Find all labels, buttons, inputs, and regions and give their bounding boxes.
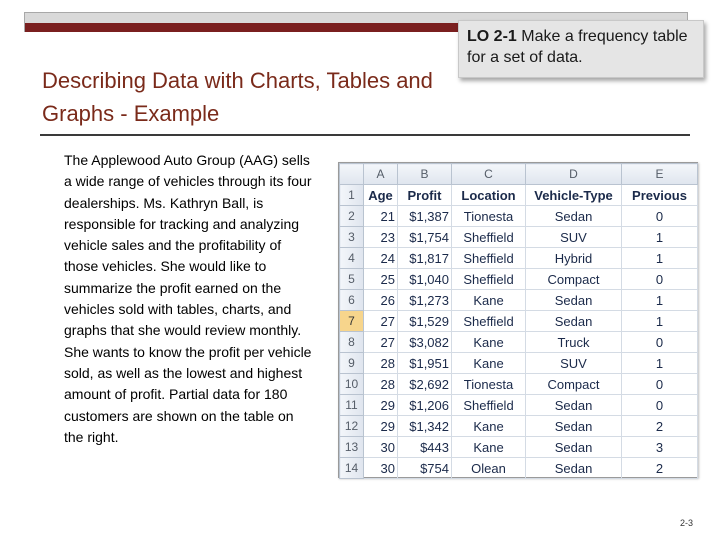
table-cell: 1	[622, 227, 698, 248]
table-cell: Sedan	[526, 311, 622, 332]
table-cell: 28	[364, 374, 398, 395]
row-number: 13	[340, 437, 364, 458]
table-cell: Sheffield	[452, 227, 526, 248]
table-cell: 28	[364, 353, 398, 374]
table-cell: Compact	[526, 374, 622, 395]
table-cell: Kane	[452, 332, 526, 353]
column-header-row	[340, 164, 698, 185]
row-number: 8	[340, 332, 364, 353]
row-number: 12	[340, 416, 364, 437]
table-cell: 29	[364, 416, 398, 437]
table-cell: $1,206	[398, 395, 452, 416]
table-cell: $1,817	[398, 248, 452, 269]
column-header: A	[364, 164, 398, 185]
table-cell: SUV	[526, 227, 622, 248]
table-cell: 3	[622, 437, 698, 458]
table-row	[340, 227, 698, 248]
table-cell: Sedan	[526, 290, 622, 311]
table-cell: $754	[398, 458, 452, 479]
table-cell: SUV	[526, 353, 622, 374]
table-cell: Sedan	[526, 437, 622, 458]
table-row	[340, 374, 698, 395]
row-number: 1	[340, 185, 364, 206]
table-cell: 25	[364, 269, 398, 290]
table-row	[340, 290, 698, 311]
table-cell: 1	[622, 311, 698, 332]
table-cell: Sedan	[526, 458, 622, 479]
table-cell: Kane	[452, 353, 526, 374]
table-cell: Compact	[526, 269, 622, 290]
spreadsheet-header-row	[340, 185, 698, 206]
table-cell: Kane	[452, 416, 526, 437]
row-number: 2	[340, 206, 364, 227]
table-cell: 1	[622, 353, 698, 374]
table-cell: 29	[364, 395, 398, 416]
table-cell: Truck	[526, 332, 622, 353]
table-cell: Hybrid	[526, 248, 622, 269]
body-paragraph: The Applewood Auto Group (AAG) sells a wide range of vehicles through its four dealerships. Ms. Kathryn Ball, is responsible for tracking and analyzing vehicle sales and the profitability of those vehicles. She would like to summarize the profit earned on the vehicles sold with tables, charts, and graphs that she would review monthly. She wants to know the profit per vehicle sold, as well as the lowest and highest amount of profit. Partial data for 180 customers are shown on the table on the right.	[64, 152, 312, 445]
column-header: E	[622, 164, 698, 185]
table-cell: Sheffield	[452, 395, 526, 416]
table-row	[340, 269, 698, 290]
table-cell: Sheffield	[452, 248, 526, 269]
table-cell: Sedan	[526, 395, 622, 416]
row-number: 11	[340, 395, 364, 416]
table-cell: Kane	[452, 290, 526, 311]
row-number: 5	[340, 269, 364, 290]
table-cell: Tionesta	[452, 374, 526, 395]
table-cell: Sedan	[526, 416, 622, 437]
spreadsheet-excerpt	[338, 162, 698, 478]
table-cell: 26	[364, 290, 398, 311]
table-row	[340, 458, 698, 479]
table-cell: 0	[622, 269, 698, 290]
table-cell: Sedan	[526, 206, 622, 227]
table-cell: 23	[364, 227, 398, 248]
column-header: C	[452, 164, 526, 185]
table-cell: 0	[622, 206, 698, 227]
page-number: 2-3	[680, 518, 694, 528]
table-cell: $1,342	[398, 416, 452, 437]
table-cell: $2,692	[398, 374, 452, 395]
table-cell: Sheffield	[452, 311, 526, 332]
row-number: 4	[340, 248, 364, 269]
table-row	[340, 206, 698, 227]
table-cell: 27	[364, 311, 398, 332]
row-number: 9	[340, 353, 364, 374]
learning-objective-text: Make a frequency table for a set of data.	[467, 28, 688, 66]
table-cell: Vehicle-Type	[526, 185, 622, 206]
column-header: B	[398, 164, 452, 185]
spreadsheet-body	[340, 185, 698, 479]
table-cell: $443	[398, 437, 452, 458]
table-cell: $1,387	[398, 206, 452, 227]
table-cell: 30	[364, 458, 398, 479]
learning-objective-code: LO 2-1	[467, 28, 517, 45]
table-row	[340, 311, 698, 332]
row-number: 3	[340, 227, 364, 248]
table-cell: Sheffield	[452, 269, 526, 290]
row-number: 7	[340, 311, 364, 332]
table-cell: 0	[622, 374, 698, 395]
table-row	[340, 332, 698, 353]
learning-objective-box	[458, 20, 704, 78]
table-row	[340, 437, 698, 458]
table-cell: Tionesta	[452, 206, 526, 227]
table-cell: 0	[622, 332, 698, 353]
table-cell: 30	[364, 437, 398, 458]
row-number: 14	[340, 458, 364, 479]
spreadsheet-grid	[339, 163, 698, 479]
table-cell: Olean	[452, 458, 526, 479]
title-divider	[40, 134, 690, 136]
table-cell: 1	[622, 248, 698, 269]
table-cell: 0	[622, 395, 698, 416]
table-cell: Age	[364, 185, 398, 206]
table-cell: $1,951	[398, 353, 452, 374]
table-cell: 1	[622, 290, 698, 311]
table-cell: Previous	[622, 185, 698, 206]
row-number: 10	[340, 374, 364, 395]
corner-cell	[340, 164, 364, 185]
table-cell: $1,040	[398, 269, 452, 290]
table-cell: 2	[622, 416, 698, 437]
table-row	[340, 248, 698, 269]
table-cell: Profit	[398, 185, 452, 206]
table-cell: Kane	[452, 437, 526, 458]
table-cell: 21	[364, 206, 398, 227]
slide-title: Describing Data with Charts, Tables and Graphs - Example	[42, 68, 433, 126]
table-cell: $1,529	[398, 311, 452, 332]
table-row	[340, 395, 698, 416]
row-number: 6	[340, 290, 364, 311]
table-cell: $1,754	[398, 227, 452, 248]
column-header: D	[526, 164, 622, 185]
table-cell: Location	[452, 185, 526, 206]
table-cell: 27	[364, 332, 398, 353]
table-cell: 2	[622, 458, 698, 479]
table-cell: $3,082	[398, 332, 452, 353]
table-row	[340, 353, 698, 374]
table-cell: 24	[364, 248, 398, 269]
table-cell: $1,273	[398, 290, 452, 311]
table-row	[340, 416, 698, 437]
